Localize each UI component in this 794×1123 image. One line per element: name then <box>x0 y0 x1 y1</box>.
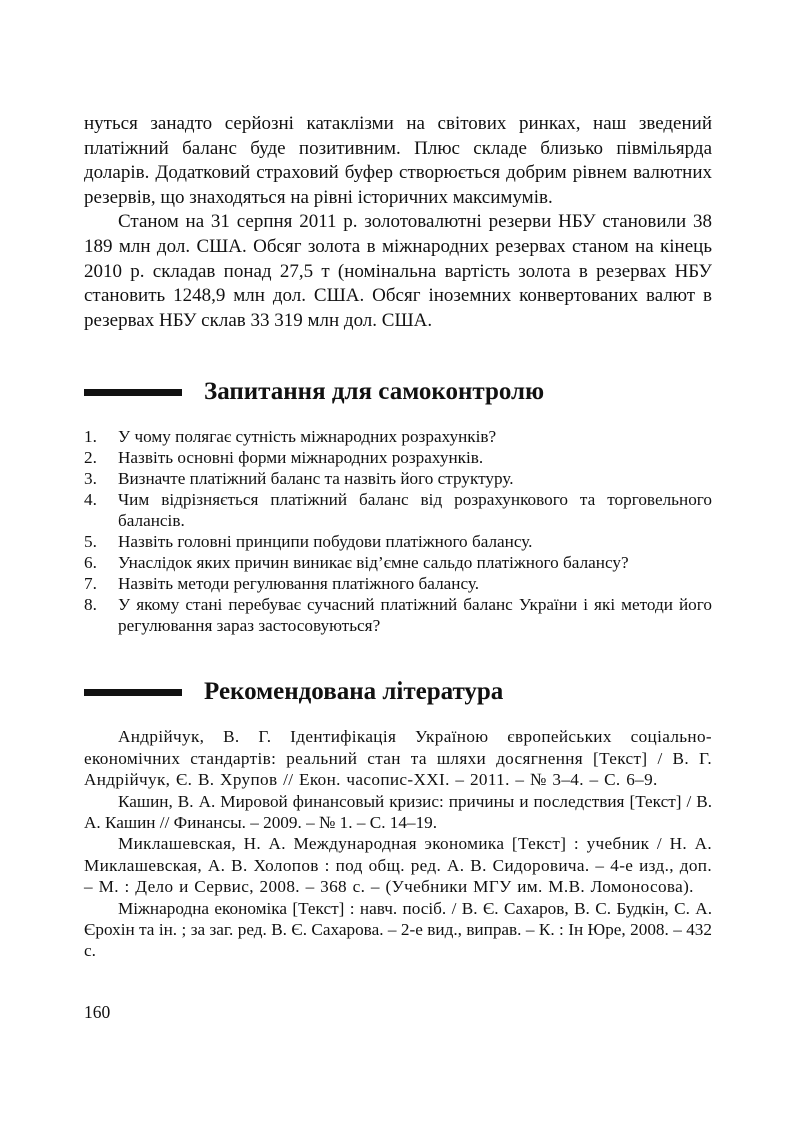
question-text: Унаслідок яких причин виникає від’ємне сальдо платіжного балансу? <box>118 553 629 573</box>
reference-item: Андрійчук, В. Г. Ідентифікація Україною європейських соціально-економічних стандартів: реальний стан та шляхи досягнення [Текст] / В. Г. Андрійчук, Є. В. Хрупов // Екон. часопис-XXI. – 2011. – № 3–4. – С. 6–9. <box>84 727 712 790</box>
question-number: 8. <box>84 595 97 615</box>
questions-heading <box>84 377 712 407</box>
page-number: 160 <box>84 1002 111 1022</box>
page-content <box>84 112 712 962</box>
body-paragraph-2: Станом на 31 серпня 2011 р. золотовалютні резерви НБУ становили 38 189 млн дол. США. Обсяг золота в міжнародних резервах станом на кінець 2010 р. складав понад 27,5 т (номінальна вартість золота в резервах НБУ становить 1248,9 млн дол. США. Обсяг іноземних конвертованих валют в резервах НБУ склав 33 319 млн дол. США. <box>84 211 712 331</box>
heading-bar-decoration <box>84 689 182 696</box>
questions-list <box>84 426 712 636</box>
question-item <box>84 531 712 552</box>
literature-title: Рекомендована література <box>204 678 504 706</box>
question-text: Визначте платіжний баланс та назвіть його структуру. <box>118 469 514 489</box>
question-text: Назвіть головні принципи побудови платіжного балансу. <box>118 532 533 552</box>
question-number: 1. <box>84 427 97 447</box>
question-text: У якому стані перебуває сучасний платіжний баланс України і які методи його регулювання зараз застосовуються? <box>118 595 712 636</box>
reference-item: Кашин, В. А. Мировой финансовый кризис: причины и последствия [Текст] / В. А. Кашин // Финансы. – 2009. – № 1. – С. 14–19. <box>84 791 712 832</box>
body-paragraph-1: нуться занадто серйозні катаклізми на світових ринках, наш зведений платіжний баланс буде позитивним. Плюс складе близько півмільярда доларів. Додатковий страховий буфер створюється добрим рівнем валютних резервів, що знаходяться на рівні історичних максимумів. <box>84 113 712 208</box>
question-item <box>84 489 712 531</box>
question-text: Назвіть основні форми міжнародних розрахунків. <box>118 448 484 468</box>
question-text: Чим відрізняється платіжний баланс від розрахункового та торговельного балансів. <box>118 490 712 531</box>
question-number: 7. <box>84 574 97 594</box>
question-number: 5. <box>84 532 97 552</box>
references-list <box>84 726 712 961</box>
question-item <box>84 447 712 468</box>
question-item <box>84 468 712 489</box>
question-item <box>84 426 712 447</box>
reference-item: Миклашевская, Н. А. Международная экономика [Текст] : учебник / Н. А. Миклашевская, А. В. Холопов : под общ. ред. А. В. Сидоровича. – 4-е изд., доп. – М. : Дело и Сервис, 2008. – 368 с. – (Учебники МГУ им. М.В. Ломоносова). <box>84 834 712 897</box>
question-text: У чому полягає сутність міжнародних розрахунків? <box>118 427 497 447</box>
question-number: 3. <box>84 469 97 489</box>
reference-item: Міжнародна економіка [Текст] : навч. посіб. / В. Є. Сахаров, В. С. Будкін, С. А. Єрохін та ін. ; за заг. ред. В. Є. Сахарова. – 2-е вид., виправ. – К. : Ін Юре, 2008. – 432 с. <box>84 898 712 961</box>
question-text: Назвіть методи регулювання платіжного балансу. <box>118 574 480 594</box>
question-number: 2. <box>84 448 97 468</box>
question-number: 4. <box>84 490 97 510</box>
question-item <box>84 552 712 573</box>
question-number: 6. <box>84 553 97 573</box>
literature-heading <box>84 677 712 707</box>
question-item <box>84 594 712 636</box>
questions-title: Запитання для самоконтролю <box>204 378 545 406</box>
heading-bar-decoration <box>84 389 182 396</box>
question-item <box>84 573 712 594</box>
